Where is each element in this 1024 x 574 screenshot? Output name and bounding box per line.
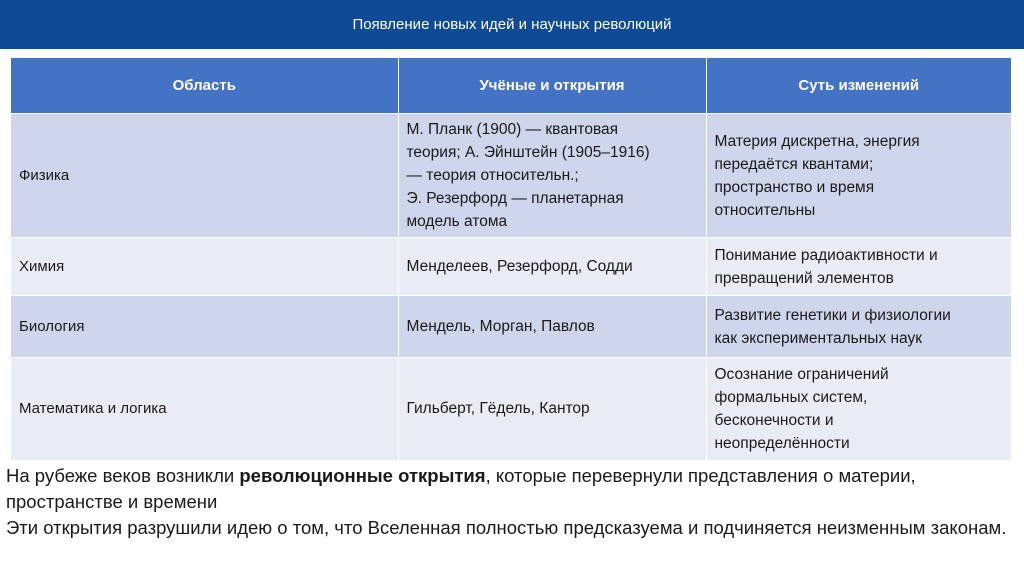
header-scientists: Учёные и открытия: [398, 58, 706, 114]
summary-paragraph-1: На рубеже веков возникли революционные открытия, которые перевернули представления о материи, пространстве и времени: [6, 465, 916, 512]
cell-scientists: М. Планк (1900) — квантовая теория; А. Эйнштейн (1905–1916) — теория относительн.; Э. Резерфорд — планетарная модель атома: [398, 114, 706, 238]
table-container: [11, 58, 1011, 460]
slide-title-bar: [0, 0, 1024, 49]
header-area: Область: [11, 58, 398, 114]
slide-title: Появление новых идей и научных революций: [352, 16, 672, 33]
cell-area: Математика и логика: [11, 358, 398, 460]
cell-scientists: Менделеев, Резерфорд, Содди: [398, 238, 706, 296]
header-essence: Суть изменений: [706, 58, 1011, 114]
cell-essence: Материя дискретна, энергия передаётся квантами; пространство и время относительны: [706, 114, 1011, 238]
table-row: [11, 114, 1011, 238]
summary-text: [6, 463, 1016, 541]
cell-scientists: Мендель, Морган, Павлов: [398, 296, 706, 358]
table-row: [11, 358, 1011, 460]
science-table: [11, 58, 1011, 460]
cell-area: Биология: [11, 296, 398, 358]
table-header-row: [11, 58, 1011, 114]
cell-essence: Понимание радиоактивности и превращений элементов: [706, 238, 1011, 296]
summary-paragraph-2: Эти открытия разрушили идею о том, что Вселенная полностью предсказуема и подчиняется неизменным законам.: [6, 517, 1007, 538]
table-row: [11, 238, 1011, 296]
cell-area: Физика: [11, 114, 398, 238]
cell-essence: Развитие генетики и физиологии как экспериментальных наук: [706, 296, 1011, 358]
cell-area: Химия: [11, 238, 398, 296]
cell-scientists: Гильберт, Гёдель, Кантор: [398, 358, 706, 460]
summary-highlight: революционные открытия: [239, 465, 486, 486]
cell-essence: Осознание ограничений формальных систем, бесконечности и неопределённости: [706, 358, 1011, 460]
table-row: [11, 296, 1011, 358]
